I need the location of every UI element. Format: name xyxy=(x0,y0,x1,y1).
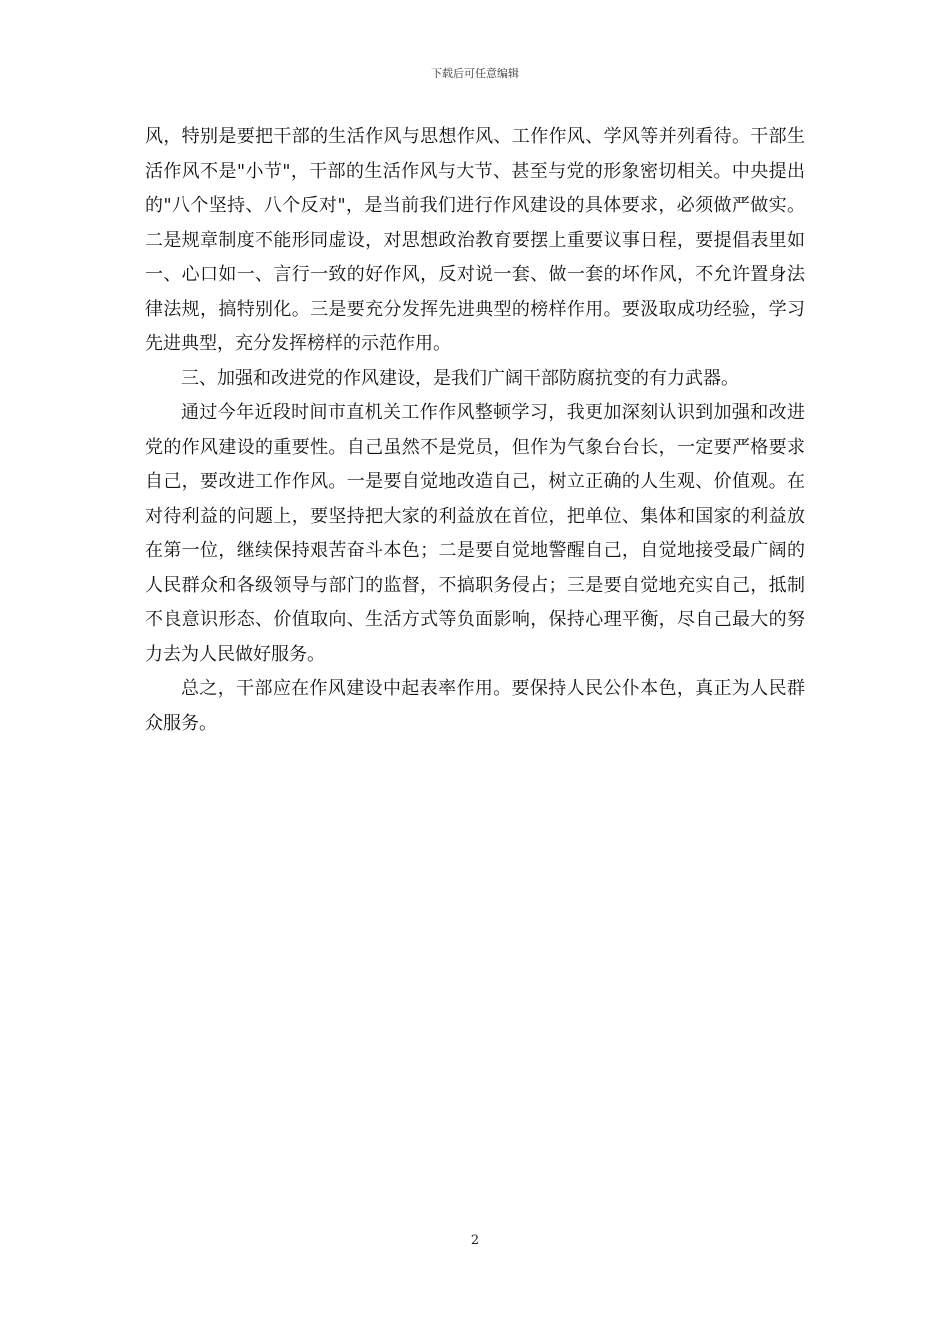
document-body xyxy=(145,120,805,741)
page-number: 2 xyxy=(470,1233,480,1248)
page-header: 下载后可任意编辑 xyxy=(431,67,519,80)
section-heading-three: 三、加强和改进党的作风建设，是我们广阔干部防腐抗变的有力武器。 xyxy=(181,367,739,389)
paragraph-conclusion: 总之，干部应在作风建设中起表率作用。要保持人民公仆本色，真正为人民群众服务。 xyxy=(145,678,805,734)
paragraph-continuation: 风，特别是要把干部的生活作风与思想作风、工作作风、学风等并列看待。干部生活作风不是"小节"，干部的生活作风与大节、甚至与党的形象密切相关。中央提出的"八个坚持、八个反对"，是当前我们进行作风建设的具体要求，必须做严做实。二是规章制度不能形同虚设，对思想政治教育要摆上重要议事日程，要提倡表里如一、心口如一、言行一致的好作风，反对说一套、做一套的坏作风，不允许置身法律法规，搞特别化。三是要充分发挥先进典型的榜样作用。要汲取成功经验，学习先进典型，充分发挥榜样的示范作用。 xyxy=(145,126,805,354)
paragraph-study-reflection: 通过今年近段时间市直机关工作作风整顿学习，我更加深刻认识到加强和改进党的作风建设的重要性。自己虽然不是党员，但作为气象台台长，一定要严格要求自己，要改进工作作风。一是要自觉地改造自己，树立正确的人生观、价值观。在对待利益的问题上，要坚持把大家的利益放在首位，把单位、集体和国家的利益放在第一位，继续保持艰苦奋斗本色；二是要自觉地警醒自己，自觉地接受最广阔的人民群众和各级领导与部门的监督，不搞职务侵占；三是要自觉地充实自己，抵制不良意识形态、价值取向、生活方式等负面影响，保持心理平衡，尽自己最大的努力去为人民做好服务。 xyxy=(145,402,805,665)
